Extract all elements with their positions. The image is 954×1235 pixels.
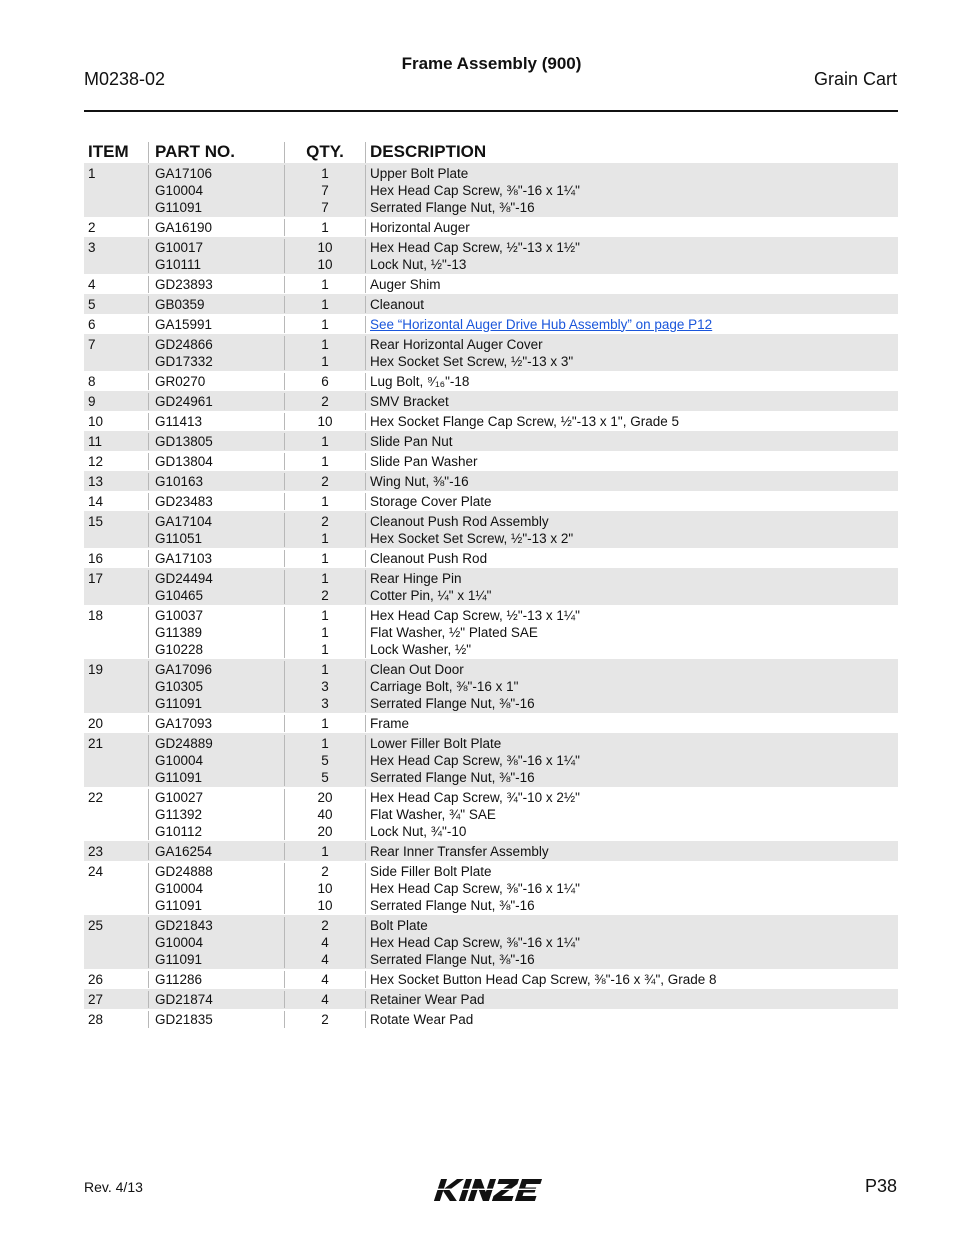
header-rule [84,110,898,112]
part-number-cell [148,493,284,510]
part-number-line: G10004 [155,182,204,198]
product-name: Grain Cart [813,69,897,89]
description-line: Hex Head Cap Screw, ½"-13 x 1½" [370,239,580,255]
table-row [84,969,898,989]
quantity-line: 10 [317,239,333,255]
table-row [84,841,898,861]
table-row [84,605,898,659]
table-row [84,237,898,274]
part-number-line: GA17104 [155,513,213,529]
description-line: Rear Hinge Pin [370,570,462,586]
part-number-cell [148,971,284,988]
quantity-cell [284,971,365,988]
item-number: 23 [88,843,104,859]
description-cell [365,1011,898,1028]
quantity-line: 7 [321,182,329,198]
description-cell [365,789,898,840]
part-number-line: G10037 [155,607,204,623]
quantity-cell [284,239,365,273]
quantity-cell [284,735,365,786]
page-title: Frame Assembly (900) [401,54,582,73]
part-number-line: G11091 [155,199,203,215]
description-line: Serrated Flange Nut, ⅜"-16 [370,199,535,215]
description-cell [365,473,898,490]
description-cell [365,843,898,860]
part-number-line: G11392 [155,806,203,822]
quantity-line: 2 [321,587,329,603]
part-number-line: GD13804 [155,453,213,469]
revision-label: Rev. 4/13 [84,1179,143,1195]
item-number: 26 [88,971,104,987]
item-number: 18 [88,607,104,623]
quantity-cell [284,373,365,390]
part-number-cell [148,513,284,547]
quantity-line: 1 [321,336,329,352]
quantity-cell [284,219,365,236]
description-line: Frame [370,715,410,731]
quantity-line: 20 [317,823,333,839]
quantity-cell [284,550,365,567]
table-row [84,451,898,471]
part-number-cell [148,661,284,712]
description-line: Wing Nut, ⅜"-16 [370,473,469,489]
description-cell [365,239,898,273]
description-line: Clean Out Door [370,661,464,677]
quantity-cell [284,393,365,410]
quantity-line: 5 [321,752,329,768]
description-line: Bolt Plate [370,917,428,933]
quantity-cell [284,863,365,914]
description-cell [365,550,898,567]
item-number: 27 [88,991,104,1007]
item-number: 28 [88,1011,104,1027]
item-number: 6 [88,316,96,332]
quantity-line: 20 [317,789,333,805]
part-number-cell [148,276,284,293]
description-line: Lower Filler Bolt Plate [370,735,502,751]
part-number-cell [148,239,284,273]
table-row [84,548,898,568]
quantity-cell [284,917,365,968]
part-number-line: GA15991 [155,316,213,332]
part-number-line: GD24866 [155,336,213,352]
table-row [84,294,898,314]
table-row [84,491,898,511]
description-line: Cleanout Push Rod [370,550,488,566]
quantity-line: 2 [321,513,329,529]
description-line: Hex Head Cap Screw, ½"-13 x 1¼" [370,607,580,623]
quantity-line: 5 [321,769,329,785]
cross-reference-link[interactable]: See “Horizontal Auger Drive Hub Assembly” on page P12 [370,316,713,332]
part-number-line: GD17332 [155,353,213,369]
quantity-line: 10 [317,880,333,896]
description-cell [365,493,898,510]
part-number-cell [148,453,284,470]
description-line: Rear Horizontal Auger Cover [370,336,543,352]
table-row [84,471,898,491]
table-row [84,733,898,787]
quantity-cell [284,789,365,840]
description-line: Carriage Bolt, ⅜"-16 x 1" [370,678,519,694]
quantity-line: 10 [317,897,333,913]
description-line: Hex Head Cap Screw, ⅜"-16 x 1¼" [370,752,580,768]
part-number-line: G10004 [155,752,204,768]
quantity-line: 1 [321,607,329,623]
part-number-line: G11413 [155,413,203,429]
item-number: 12 [88,453,104,469]
part-number-cell [148,336,284,370]
part-number-line: G11286 [155,971,203,987]
description-cell [365,296,898,313]
quantity-line: 4 [321,951,329,967]
part-number-cell [148,393,284,410]
item-number: 8 [88,373,96,389]
part-number-line: G11091 [155,695,203,711]
part-number-cell [148,607,284,658]
item-number: 4 [88,276,96,292]
quantity-cell [284,165,365,216]
quantity-cell [284,1011,365,1028]
description-cell [365,393,898,410]
doc-number: M0238-02 [84,69,166,89]
part-number-cell [148,1011,284,1028]
part-number-line: GA16254 [155,843,213,859]
table-row [84,861,898,915]
part-number-cell [148,991,284,1008]
part-number-line: G10017 [155,239,204,255]
quantity-line: 4 [321,934,329,950]
description-cell [365,413,898,430]
part-number-cell [148,219,284,236]
part-number-cell [148,373,284,390]
quantity-line: 2 [321,863,329,879]
part-number-cell [148,413,284,430]
part-number-line: G10228 [155,641,204,657]
col-header-item: ITEM [88,142,129,161]
col-header-description: DESCRIPTION [365,142,898,163]
quantity-cell [284,661,365,712]
description-line: Side Filler Bolt Plate [370,863,492,879]
description-line: Hex Socket Flange Cap Screw, ½"-13 x 1", Grade 5 [370,413,679,429]
parts-table [84,139,898,1029]
part-number-cell [148,863,284,914]
quantity-line: 1 [321,735,329,751]
description-line: Lock Washer, ½" [370,641,472,657]
item-number: 5 [88,296,96,312]
part-number-line: GA16190 [155,219,213,235]
description-line: Serrated Flange Nut, ⅜"-16 [370,769,535,785]
description-line: Lock Nut, ¾"-10 [370,823,467,839]
item-number: 15 [88,513,104,529]
table-row [84,314,898,334]
description-line: Flat Washer, ½" Plated SAE [370,624,538,640]
part-number-line: GD21835 [155,1011,213,1027]
description-line: Flat Washer, ¾" SAE [370,806,496,822]
quantity-line: 1 [321,353,329,369]
description-line: Cleanout [370,296,425,312]
quantity-line: 3 [321,695,329,711]
item-number: 24 [88,863,104,879]
part-number-line: G11091 [155,769,203,785]
description-line: Hex Head Cap Screw, ⅜"-16 x 1¼" [370,182,580,198]
quantity-cell [284,316,365,333]
part-number-cell [148,715,284,732]
description-cell [365,433,898,450]
quantity-line: 1 [321,316,329,332]
description-line: Rotate Wear Pad [370,1011,474,1027]
table-row [84,787,898,841]
quantity-cell [284,453,365,470]
table-row [84,391,898,411]
part-number-cell [148,735,284,786]
quantity-line: 2 [321,1011,329,1027]
part-number-cell [148,917,284,968]
table-row [84,217,898,237]
description-line: Storage Cover Plate [370,493,492,509]
description-line: Serrated Flange Nut, ⅜"-16 [370,695,535,711]
description-line: Cotter Pin, ¼" x 1¼" [370,587,492,603]
part-number-cell [148,473,284,490]
description-cell [365,276,898,293]
table-row [84,334,898,371]
table-row [84,163,898,217]
description-line: Hex Head Cap Screw, ⅜"-16 x 1¼" [370,880,580,896]
description-cell [365,735,898,786]
quantity-line: 1 [321,219,329,235]
part-number-line: G11051 [155,530,203,546]
table-row [84,713,898,733]
part-number-line: GA17096 [155,661,213,677]
col-header-part: PART NO. [148,142,284,163]
item-number: 13 [88,473,104,489]
part-number-line: GD24961 [155,393,213,409]
description-cell [365,971,898,988]
description-line: Slide Pan Washer [370,453,478,469]
part-number-cell [148,316,284,333]
part-number-cell [148,296,284,313]
quantity-line: 1 [321,493,329,509]
item-number: 9 [88,393,96,409]
quantity-line: 1 [321,641,329,657]
part-number-line: G10111 [155,256,202,272]
item-number: 2 [88,219,96,235]
part-number-line: GD21843 [155,917,213,933]
description-line: Cleanout Push Rod Assembly [370,513,549,529]
part-number-line: GD13805 [155,433,213,449]
description-line: Retainer Wear Pad [370,991,485,1007]
description-line: Auger Shim [370,276,441,292]
item-number: 21 [88,735,104,751]
description-cell [365,570,898,604]
description-line: Hex Socket Button Head Cap Screw, ⅜"-16 x ¾", Grade 8 [370,971,717,987]
part-number-line: GD24889 [155,735,213,751]
description-cell [365,917,898,968]
part-number-cell [148,165,284,216]
quantity-cell [284,607,365,658]
quantity-cell [284,296,365,313]
part-number-line: G10004 [155,880,204,896]
description-line: Hex Socket Set Screw, ½"-13 x 3" [370,353,574,369]
item-number: 20 [88,715,104,731]
item-number: 7 [88,336,96,352]
table-row [84,1009,898,1029]
quantity-line: 2 [321,393,329,409]
quantity-line: 4 [321,991,329,1007]
description-line: Serrated Flange Nut, ⅜"-16 [370,897,535,913]
description-line: Hex Socket Set Screw, ½"-13 x 2" [370,530,574,546]
page-number: P38 [864,1176,897,1196]
description-line: Rear Inner Transfer Assembly [370,843,549,859]
part-number-line: GA17103 [155,550,213,566]
quantity-line: 1 [321,433,329,449]
table-row [84,915,898,969]
quantity-line: 4 [321,971,329,987]
table-header [84,139,898,163]
description-cell [365,513,898,547]
description-line [370,316,898,333]
description-cell [365,991,898,1008]
part-number-line: GD21874 [155,991,213,1007]
description-cell [365,316,898,333]
description-line: Horizontal Auger [370,219,470,235]
table-row [84,274,898,294]
description-line: Lug Bolt, ⁹⁄₁₆"-18 [370,373,470,389]
quantity-line: 1 [321,624,329,640]
quantity-line: 1 [321,715,329,731]
quantity-line: 3 [321,678,329,694]
table-row [84,659,898,713]
quantity-line: 10 [317,256,333,272]
quantity-cell [284,570,365,604]
part-number-line: G11389 [155,624,203,640]
quantity-line: 1 [321,165,329,181]
part-number-line: G10163 [155,473,204,489]
item-number: 25 [88,917,104,933]
quantity-line: 1 [321,530,329,546]
part-number-line: G11091 [155,897,203,913]
quantity-line: 1 [321,276,329,292]
item-number: 16 [88,550,104,566]
description-cell [365,336,898,370]
part-number-cell [148,433,284,450]
table-row [84,511,898,548]
description-line: Serrated Flange Nut, ⅜"-16 [370,951,535,967]
quantity-line: 1 [321,550,329,566]
description-cell [365,863,898,914]
description-cell [365,453,898,470]
quantity-cell [284,715,365,732]
table-body [84,163,898,1029]
part-number-line: G10465 [155,587,204,603]
part-number-line: GR0270 [155,373,206,389]
description-line: SMV Bracket [370,393,449,409]
description-cell [365,165,898,216]
table-row [84,989,898,1009]
part-number-line: GD23483 [155,493,213,509]
description-cell [365,219,898,236]
part-number-line: G10305 [155,678,204,694]
quantity-line: 1 [321,843,329,859]
description-cell [365,607,898,658]
description-cell [365,661,898,712]
item-number: 10 [88,413,104,429]
item-number: 11 [88,433,103,449]
item-number: 14 [88,493,104,509]
part-number-cell [148,570,284,604]
quantity-line: 2 [321,917,329,933]
description-line: Upper Bolt Plate [370,165,469,181]
part-number-line: GA17093 [155,715,213,731]
quantity-line: 40 [317,806,333,822]
part-number-cell [148,843,284,860]
quantity-cell [284,413,365,430]
description-cell [365,715,898,732]
quantity-cell [284,991,365,1008]
part-number-line: GD24888 [155,863,213,879]
item-number: 17 [88,570,104,586]
quantity-cell [284,433,365,450]
item-number: 22 [88,789,104,805]
description-line: Lock Nut, ½"-13 [370,256,467,272]
quantity-cell [284,336,365,370]
table-row [84,411,898,431]
quantity-line: 1 [321,570,329,586]
quantity-cell [284,493,365,510]
quantity-cell [284,276,365,293]
table-row [84,568,898,605]
part-number-line: G11091 [155,951,203,967]
kinze-logo [432,1176,550,1204]
part-number-line: GD24494 [155,570,213,586]
description-line: Hex Head Cap Screw, ¾"-10 x 2½" [370,789,580,805]
table-row [84,431,898,451]
quantity-line: 10 [317,413,333,429]
part-number-cell [148,789,284,840]
quantity-cell [284,473,365,490]
part-number-line: G10027 [155,789,204,805]
part-number-line: GD23893 [155,276,213,292]
part-number-cell [148,550,284,567]
quantity-line: 7 [321,199,329,215]
description-line: Hex Head Cap Screw, ⅜"-16 x 1¼" [370,934,580,950]
quantity-line: 2 [321,473,329,489]
quantity-cell [284,843,365,860]
quantity-line: 1 [321,453,329,469]
col-header-qty: QTY. [284,142,365,163]
item-number: 19 [88,661,104,677]
item-number: 3 [88,239,96,255]
item-number: 1 [88,165,96,181]
part-number-line: G10004 [155,934,204,950]
quantity-cell [284,513,365,547]
part-number-line: G10112 [155,823,203,839]
quantity-line: 1 [321,296,329,312]
table-row [84,371,898,391]
quantity-line: 1 [321,661,329,677]
description-line: Slide Pan Nut [370,433,453,449]
quantity-line: 6 [321,373,329,389]
description-cell [365,373,898,390]
part-number-line: GA17106 [155,165,213,181]
part-number-line: GB0359 [155,296,205,312]
